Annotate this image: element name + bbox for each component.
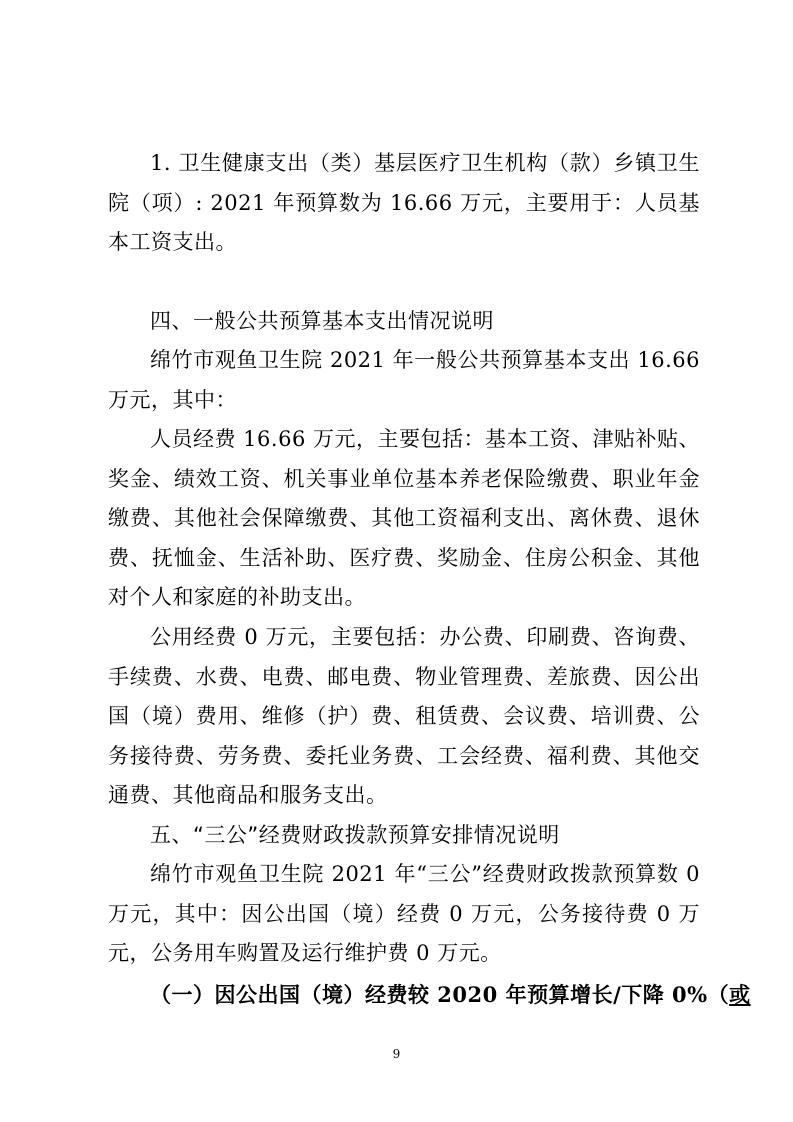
- paragraph-three-public-expenses-summary: 绵竹市观鱼卫生院 2021 年“三公”经费财政拨款预算数 0 万元，其中：因公出国（境）经费 0 万元，公务接待费 0 万元，公务用车购置及运行维护费 0 万元。: [108, 862, 700, 965]
- subheading-overseas-travel-expenses: [150, 975, 751, 1015]
- subheading-underlined-text: 或: [729, 982, 751, 1007]
- subheading-text: （一）因公出国（境）经费较 2020 年预算增长/下降 0%（: [150, 982, 730, 1007]
- section-heading-basic-expenditure: 四、一般公共预算基本支出情况说明: [150, 309, 494, 333]
- paragraph-basic-expenditure-summary: 绵竹市观鱼卫生院 2021 年一般公共预算基本支出 16.66 万元，其中：: [108, 348, 700, 412]
- paragraph-personnel-expenses: 人员经费 16.66 万元，主要包括：基本工资、津贴补贴、奖金、绩效工资、机关事业单位基本养老保险缴费、职业年金缴费、其他社会保障缴费、其他工资福利支出、离休费、退休费、抚恤金、生活补助、医疗费、奖励金、住房公积金、其他对个人和家庭的补助支出。: [108, 427, 700, 609]
- page-number: 9: [392, 1047, 401, 1061]
- section-heading-three-public-expenses: 五、“三公”经费财政拨款预算安排情况说明: [150, 823, 560, 847]
- paragraph-public-expenses: 公用经费 0 万元，主要包括：办公费、印刷费、咨询费、手续费、水费、电费、邮电费、物业管理费、差旅费、因公出国（境）费用、维修（护）费、租赁费、会议费、培训费、公务接待费、劳务费、委托业务费、工会经费、福利费、其他交通费、其他商品和服务支出。: [108, 625, 700, 807]
- paragraph-health-expenditure: 1. 卫生健康支出（类）基层医疗卫生机构（款）乡镇卫生院（项）: 2021 年预算数为 16.66 万元，主要用于：人员基本工资支出。: [108, 151, 700, 254]
